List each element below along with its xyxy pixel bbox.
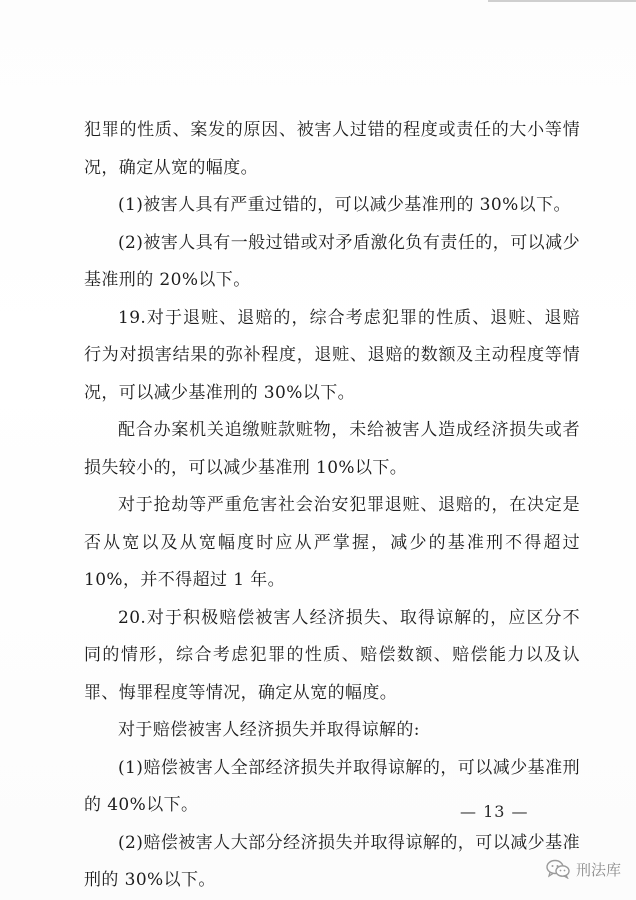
page-number: — 13 — <box>460 802 529 821</box>
paragraph-clause-20: 20.对于积极赔偿被害人经济损失、取得谅解的，应区分不同的情形，综合考虑犯罪的性质、赔偿数额、赔偿能力以及认罪、悔罪程度等情况，确定从宽的幅度。 <box>84 607 580 703</box>
paragraph: (2)被害人具有一般过错或对矛盾激化负有责任的，可以减少基准刑的 20%以下。 <box>84 232 580 290</box>
watermark-label: 刑法库 <box>576 860 622 879</box>
watermark <box>546 858 621 880</box>
paragraph: 对于抢劫等严重危害社会治安犯罪退赃、退赔的，在决定是否从宽以及从宽幅度时应从严掌握，减少的基准刑不得超过 10%，并不得超过 1 年。 <box>84 495 580 590</box>
paragraph: 配合办案机关追缴赃款赃物，未给被害人造成经济损失或者损失较小的，可以减少基准刑 10%以下。 <box>84 420 580 478</box>
paragraph: (1)赔偿被害人全部经济损失并取得谅解的，可以减少基准刑的 40%以下。 <box>84 757 580 815</box>
wechat-icon <box>546 859 570 879</box>
paragraph: 对于赔偿被害人经济损失并取得谅解的: <box>118 720 420 740</box>
paragraph-continued: 犯罪的性质、案发的原因、被害人过错的程度或责任的大小等情况，确定从宽的幅度。 <box>84 120 580 178</box>
document-body <box>84 112 580 900</box>
paragraph: (1)被害人具有严重过错的，可以减少基准刑的 30%以下。 <box>118 195 571 215</box>
top-edge-line <box>488 0 636 2</box>
paragraph: (2)赔偿被害人大部分经济损失并取得谅解的，可以减少基准刑的 30%以下。 <box>84 832 580 890</box>
paragraph-clause-19: 19.对于退赃、退赔的，综合考虑犯罪的性质、退赃、退赔行为对损害结果的弥补程度，退赃、退赔的数额及主动程度等情况，可以减少基准刑的 30%以下。 <box>84 307 580 403</box>
